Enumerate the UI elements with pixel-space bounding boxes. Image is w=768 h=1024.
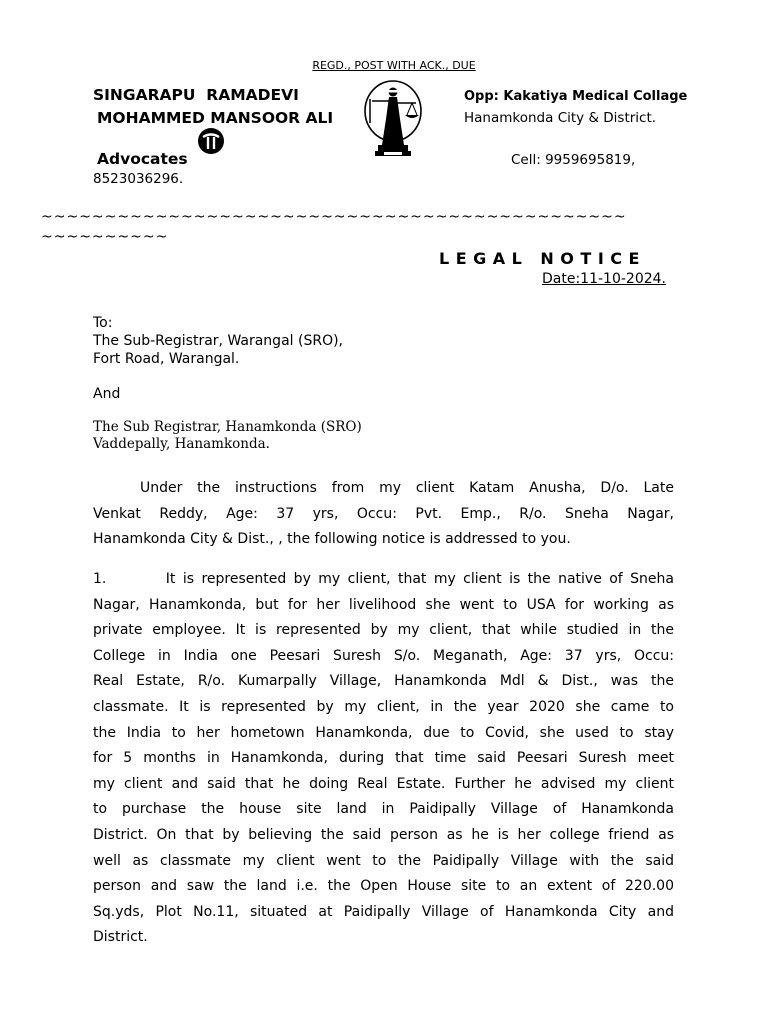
para1-line: to purchase the house site land in Paidipally Village of Hanamkonda: [93, 801, 674, 818]
para1-line: Sq.yds, Plot No.11, situated at Paidipally Village of Hanamkonda City and: [93, 903, 674, 920]
para1-line: for 5 months in Hanamkonda, during that time said Peesari Suresh meet: [93, 750, 674, 767]
para1-line: College in India one Peesari Suresh S/o. Meganath, Age: 37 yrs, Occu:: [93, 647, 674, 664]
legal-notice-title: LEGAL NOTICE: [439, 249, 646, 268]
advocate-emblem-icon: [197, 127, 225, 155]
para1-line: private employee. It is represented by my client, that while studied in the: [93, 622, 674, 639]
para1-line: the India to her hometown Hanamkonda, due to Covid, she used to stay: [93, 724, 674, 741]
intro-line: Under the instructions from my client Katam Anusha, D/o. Late: [140, 480, 674, 496]
para1-line: District. On that by believing the said person as he is her college friend as: [93, 826, 674, 843]
intro-line: Venkat Reddy, Age: 37 yrs, Occu: Pvt. Emp., R/o. Sneha Nagar,: [93, 505, 674, 522]
cell-number: Cell: 9959695819,: [511, 152, 636, 168]
advocate-name-2: MOHAMMED MANSOOR ALI: [97, 109, 334, 127]
office-address-line2: Hanamkonda City & District.: [464, 110, 657, 126]
separator-line-1: ~~~~~~~~~~~~~~~~~~~~~~~~~~~~~~~~~~~~~~~~~~~~~~: [41, 209, 627, 225]
paragraph-1: [93, 567, 674, 951]
recipient-line-2: Fort Road, Warangal.: [93, 351, 240, 367]
para1-line: classmate. It is represented by my client, in the year 2020 she came to: [93, 698, 674, 715]
notice-date: Date:11-10-2024.: [542, 271, 666, 287]
recipient-line-1: The Sub-Registrar, Warangal (SRO),: [93, 333, 343, 349]
advocate-name-1: SINGARAPU RAMADEVI: [93, 86, 299, 104]
separator-line-2: ~~~~~~~~~~: [41, 229, 169, 245]
para1-line: person and saw the land i.e. the Open House site to an extent of 220.00: [93, 878, 674, 895]
and-label: And: [93, 386, 121, 402]
office-address-line1: Opp: Kakatiya Medical Collage: [464, 89, 688, 104]
intro-paragraph: [93, 476, 674, 553]
para1-line: well as classmate my client went to the Paidipally Village with the said: [93, 852, 674, 869]
delivery-mode-line: REGD., POST WITH ACK., DUE: [312, 59, 476, 72]
phone-continuation: 8523036296.: [93, 171, 184, 187]
recipient-line-3: The Sub Registrar, Hanamkonda (SRO): [93, 419, 362, 435]
to-label: To:: [93, 315, 113, 331]
para1-line: Real Estate, R/o. Kumarpally Village, Hanamkonda Mdl & Dist., was the: [93, 673, 674, 690]
recipient-line-4: Vaddepally, Hanamkonda.: [93, 436, 270, 452]
para1-line: District.: [93, 929, 148, 946]
lady-justice-logo-icon: [360, 79, 426, 159]
advocates-label: Advocates: [97, 150, 188, 168]
para1-line: my client and said that he doing Real Estate. Further he advised my client: [93, 775, 674, 792]
para1-line: 1. It is represented by my client, that my client is the native of Sneha: [93, 571, 674, 587]
para1-line: Nagar, Hanamkonda, but for her livelihood she went to USA for working as: [93, 596, 674, 613]
intro-line: Hanamkonda City & Dist., , the following notice is addressed to you.: [93, 531, 571, 548]
